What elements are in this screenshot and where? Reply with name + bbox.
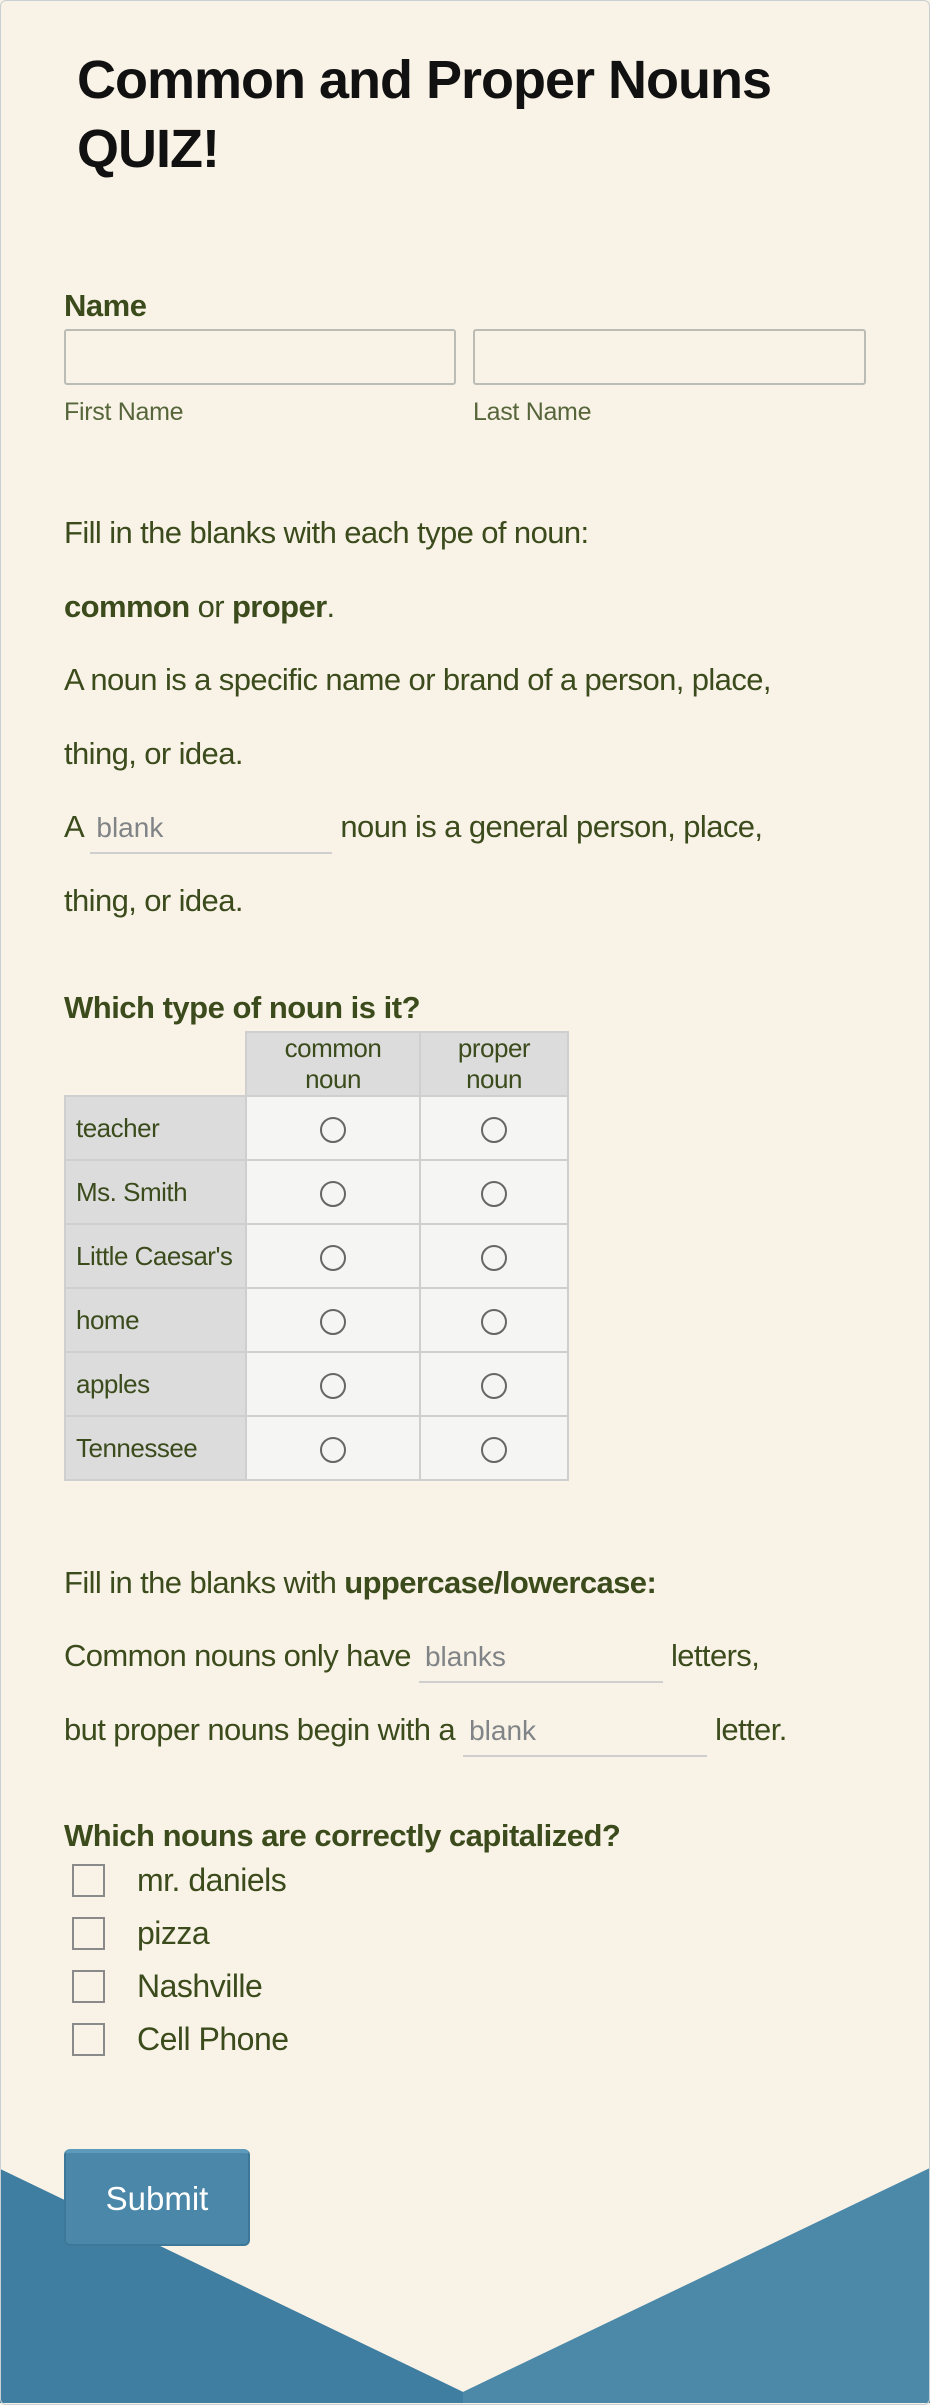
matrix-row bbox=[65, 1416, 568, 1480]
row-label: Ms. Smith bbox=[65, 1160, 246, 1224]
last-name-sublabel: Last Name bbox=[473, 398, 592, 426]
proper-noun-radio[interactable] bbox=[481, 1245, 507, 1271]
proper-noun-radio[interactable] bbox=[481, 1117, 507, 1143]
row-label: Tennessee bbox=[65, 1416, 246, 1480]
common-letters-blank-input[interactable] bbox=[419, 1641, 663, 1683]
common-noun-cell bbox=[246, 1352, 420, 1416]
first-name-input[interactable] bbox=[64, 329, 456, 385]
checkbox-option[interactable] bbox=[72, 1913, 209, 1953]
sentence-end: noun is a general person, place, bbox=[340, 809, 763, 844]
sentence-start: Common nouns only have bbox=[64, 1638, 411, 1673]
common-noun-radio[interactable] bbox=[320, 1117, 346, 1143]
proper-noun-radio[interactable] bbox=[481, 1373, 507, 1399]
instruction-line: Fill in the blanks with each type of noun: bbox=[64, 515, 589, 550]
checkbox[interactable] bbox=[72, 1864, 105, 1897]
blank-sentence bbox=[64, 1710, 787, 1757]
proper-noun-cell bbox=[420, 1096, 568, 1160]
common-noun-cell bbox=[246, 1416, 420, 1480]
instruction-types bbox=[64, 587, 335, 627]
sentence-end: letters, bbox=[670, 1638, 760, 1673]
common-noun-cell bbox=[246, 1096, 420, 1160]
proper-noun-radio[interactable] bbox=[481, 1181, 507, 1207]
checkbox-question: Which nouns are correctly capitalized? bbox=[64, 1818, 621, 1853]
checkbox[interactable] bbox=[72, 1970, 105, 2003]
checkbox-option[interactable] bbox=[72, 1860, 286, 1900]
noun-type-blank-input[interactable] bbox=[90, 812, 332, 854]
common-bold: common bbox=[64, 589, 190, 624]
matrix-row bbox=[65, 1224, 568, 1288]
common-noun-cell bbox=[246, 1160, 420, 1224]
common-noun-cell bbox=[246, 1288, 420, 1352]
column-header: common noun bbox=[246, 1032, 420, 1096]
common-noun-radio[interactable] bbox=[320, 1373, 346, 1399]
row-label: Little Caesar's bbox=[65, 1224, 246, 1288]
matrix-corner bbox=[65, 1032, 246, 1096]
instruction-text: Fill in the blanks with bbox=[64, 1565, 345, 1600]
common-noun-radio[interactable] bbox=[320, 1181, 346, 1207]
checkbox[interactable] bbox=[72, 2023, 105, 2056]
proper-noun-cell bbox=[420, 1416, 568, 1480]
proper-letter-blank-input[interactable] bbox=[463, 1715, 707, 1757]
sentence-end: letter. bbox=[715, 1712, 787, 1747]
common-noun-radio[interactable] bbox=[320, 1245, 346, 1271]
row-label: home bbox=[65, 1288, 246, 1352]
section2-instruction bbox=[64, 1563, 656, 1603]
matrix-row bbox=[65, 1096, 568, 1160]
name-label: Name bbox=[64, 288, 147, 323]
column-header: proper noun bbox=[420, 1032, 568, 1096]
form-title: Common and Proper Nouns QUIZ! bbox=[77, 50, 772, 179]
row-label: apples bbox=[65, 1352, 246, 1416]
proper-noun-cell bbox=[420, 1352, 568, 1416]
noun-type-matrix bbox=[64, 1031, 569, 1481]
proper-noun-cell bbox=[420, 1288, 568, 1352]
last-name-input[interactable] bbox=[473, 329, 866, 385]
blank-sentence bbox=[64, 807, 762, 854]
proper-noun-radio[interactable] bbox=[481, 1437, 507, 1463]
common-noun-radio[interactable] bbox=[320, 1437, 346, 1463]
checkbox-label: pizza bbox=[137, 1914, 210, 1951]
submit-button[interactable]: Submit bbox=[64, 2149, 250, 2246]
proper-noun-radio[interactable] bbox=[481, 1309, 507, 1335]
checkbox-label: Nashville bbox=[137, 1967, 263, 2004]
common-noun-cell bbox=[246, 1224, 420, 1288]
first-name-sublabel: First Name bbox=[64, 398, 184, 426]
checkbox-option[interactable] bbox=[72, 2019, 289, 2059]
proper-bold: proper bbox=[231, 589, 327, 624]
sentence-start: but proper nouns begin with a bbox=[64, 1712, 456, 1747]
or-text: or bbox=[189, 589, 232, 624]
checkbox[interactable] bbox=[72, 1917, 105, 1950]
row-label: teacher bbox=[65, 1096, 246, 1160]
matrix-row bbox=[65, 1288, 568, 1352]
matrix-row bbox=[65, 1352, 568, 1416]
blank-sentence bbox=[64, 1636, 759, 1683]
common-noun-radio[interactable] bbox=[320, 1309, 346, 1335]
matrix-row bbox=[65, 1160, 568, 1224]
definition-line: thing, or idea. bbox=[64, 883, 243, 918]
proper-noun-cell bbox=[420, 1224, 568, 1288]
uppercase-lowercase-bold: uppercase/lowercase: bbox=[344, 1565, 657, 1600]
proper-noun-cell bbox=[420, 1160, 568, 1224]
matrix-question: Which type of noun is it? bbox=[64, 990, 421, 1025]
definition-line: thing, or idea. bbox=[64, 736, 243, 771]
sentence-start: A bbox=[64, 809, 83, 844]
definition-line: A noun is a specific name or brand of a person, place, bbox=[64, 662, 771, 697]
checkbox-label: mr. daniels bbox=[137, 1861, 287, 1898]
checkbox-label: Cell Phone bbox=[137, 2020, 289, 2057]
period: . bbox=[326, 589, 335, 624]
checkbox-option[interactable] bbox=[72, 1966, 262, 2006]
